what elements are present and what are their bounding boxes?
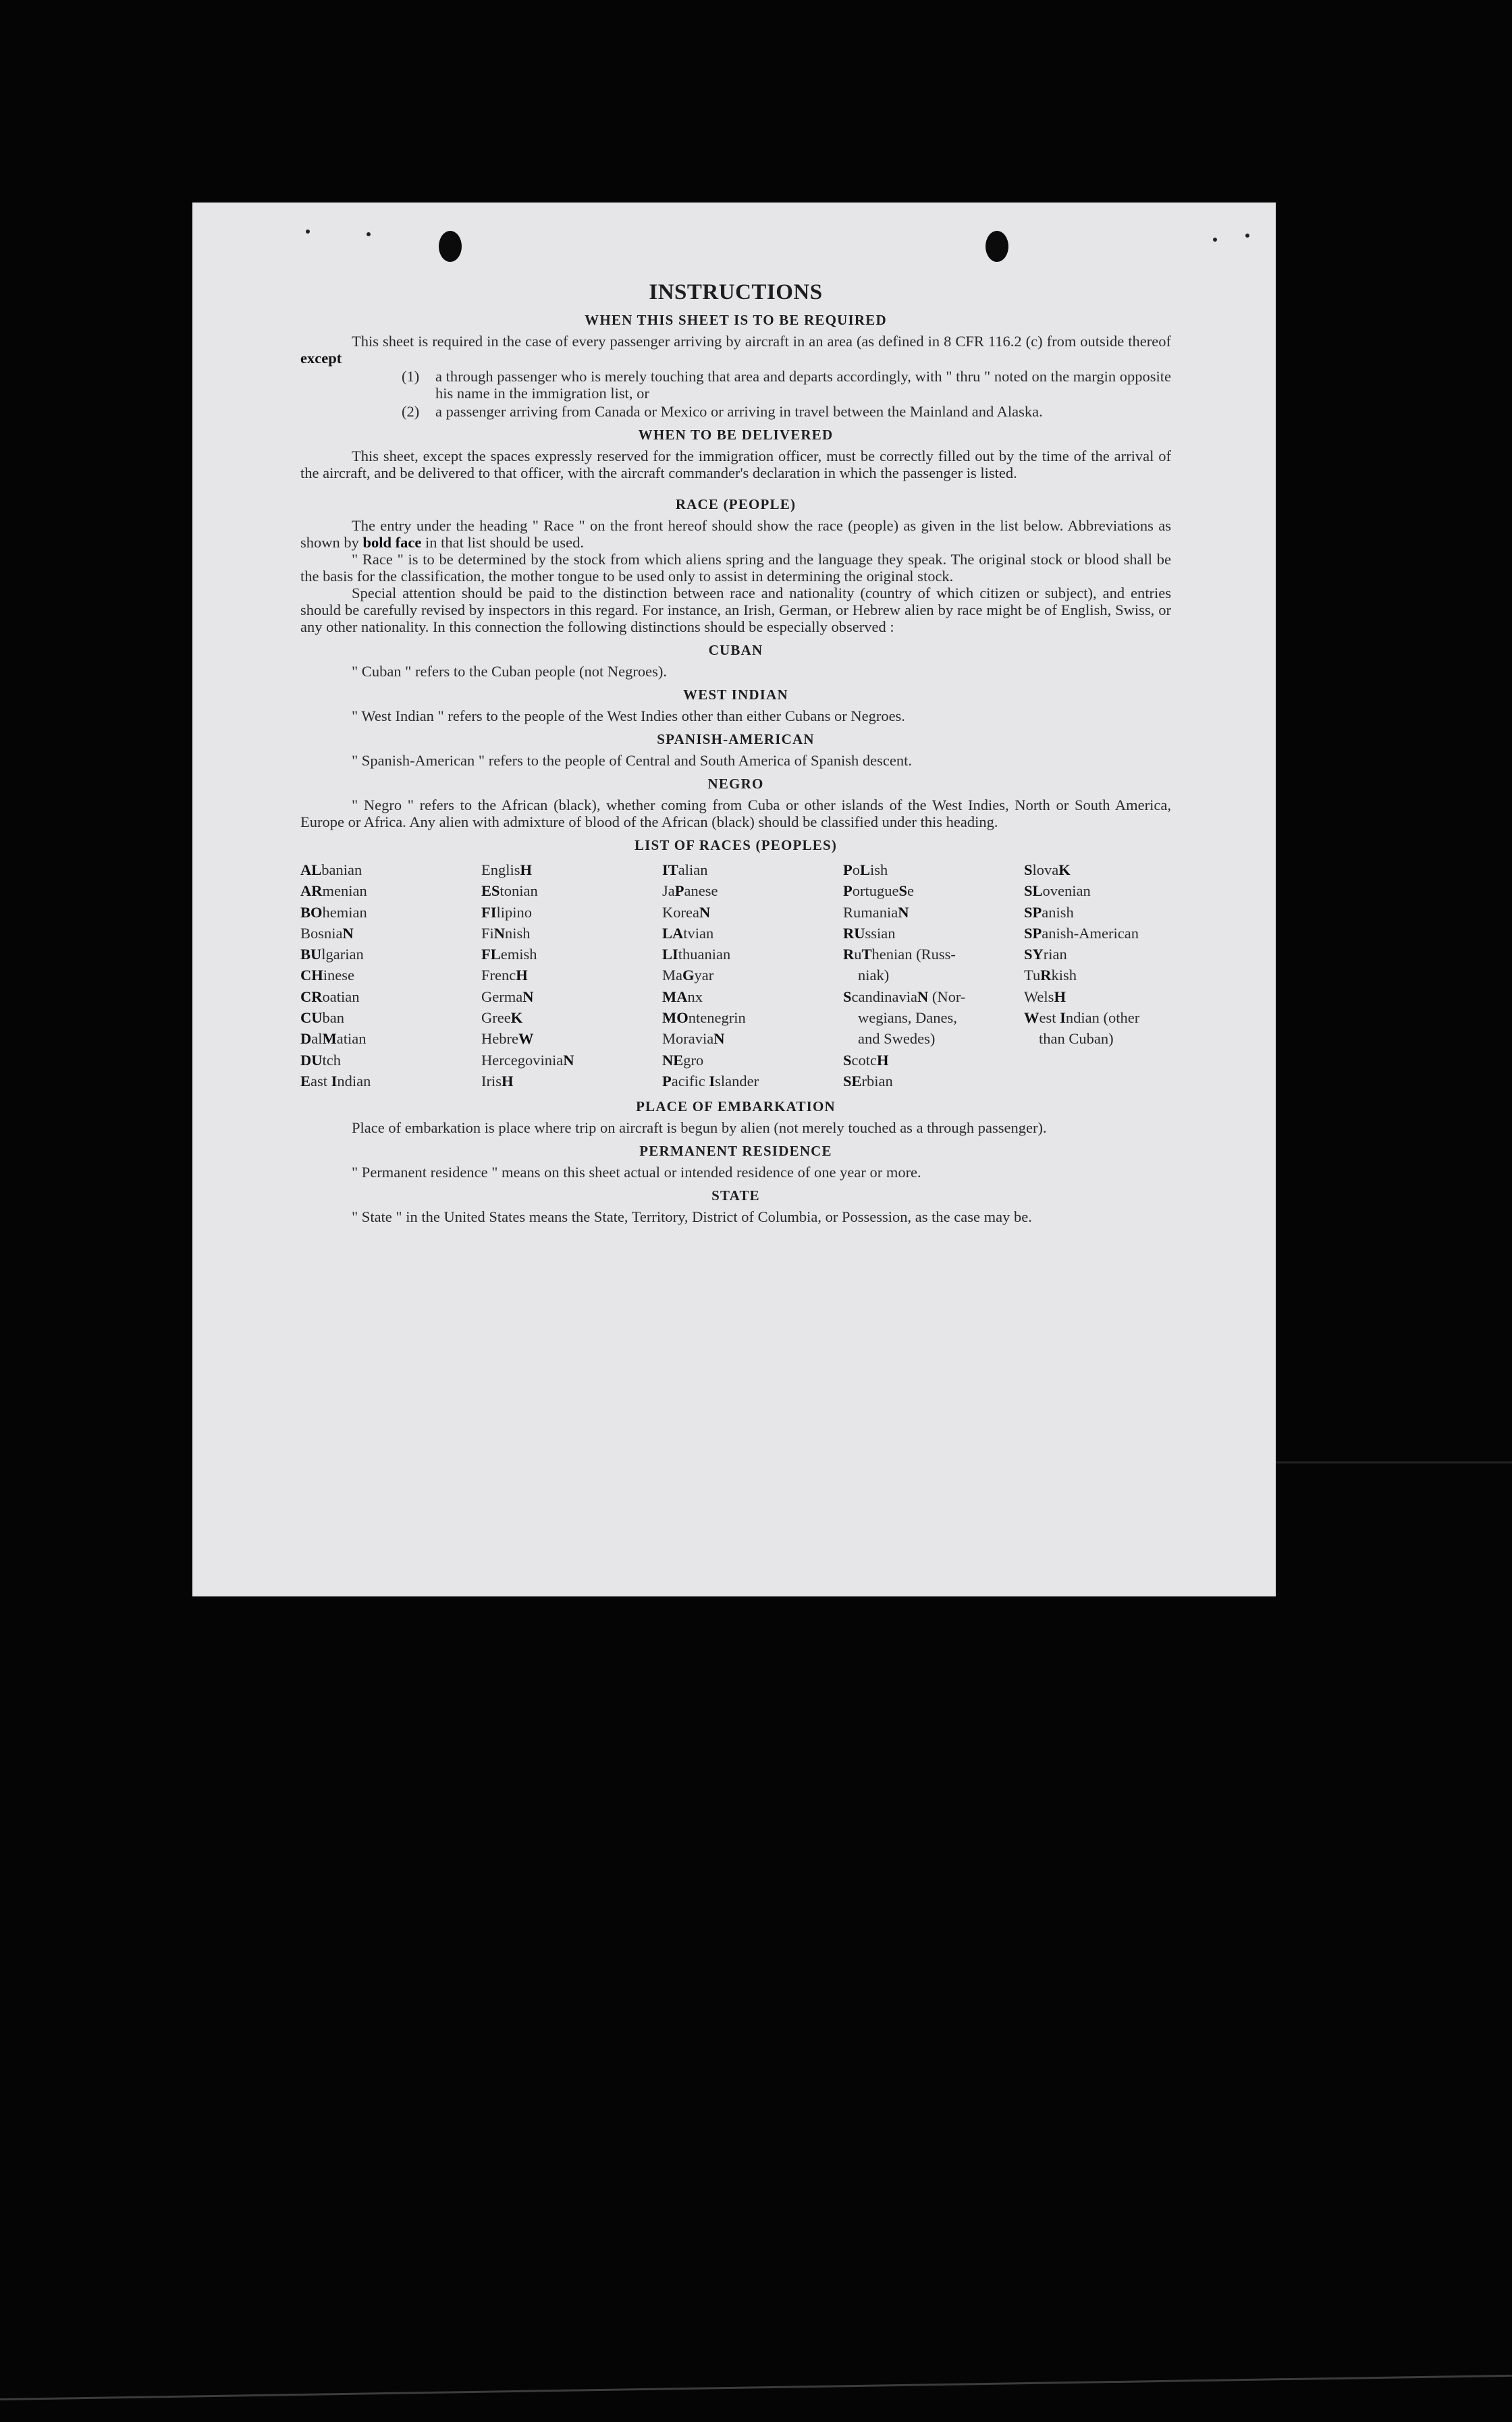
race-entry: SLovenian: [1024, 882, 1091, 900]
race-entry: BosniaN: [300, 924, 354, 942]
section-heading: PERMANENT RESIDENCE: [639, 1143, 832, 1160]
race-entry: niak): [858, 967, 890, 984]
races-column: [1024, 859, 1186, 1092]
race-entry: MAnx: [662, 988, 703, 1005]
speck: [1213, 238, 1217, 242]
race-entry: FLemish: [481, 946, 537, 963]
race-entry: NEgro: [662, 1051, 704, 1069]
paragraph: Place of embarkation is place where trip on aircraft is begun by alien (not merely touched as a through passenger).: [352, 1119, 1047, 1137]
race-entry: RuThenian (Russ-: [843, 946, 956, 963]
paragraph: " Cuban " refers to the Cuban people (not Negroes).: [352, 663, 667, 680]
paragraph: Special attention should be paid to the distinction between race and nationality (country of which citizen or subject), and entries should be carefully revised by inspectors in this regard. For instance, an Irish, German, or Hebrew alien by race might be of English, Swiss, or any other nationality. In this connection the following distinctions should be especially observed :: [300, 585, 1171, 635]
race-entry: BOhemian: [300, 903, 367, 921]
race-entry: EnglisH: [481, 861, 533, 878]
scan-artifact-line: [1276, 1461, 1512, 1463]
race-entry: EStonian: [481, 882, 538, 900]
paragraph: The entry under the heading " Race " on the front hereof should show the race (people) as given in the list below. Abbreviations as shown by bold face in that list should be used.: [300, 517, 1171, 551]
race-entry: SPanish: [1024, 903, 1074, 921]
race-entry: SPanish-American: [1024, 924, 1139, 942]
speck: [367, 232, 371, 236]
race-entry: MOntenegrin: [662, 1009, 746, 1027]
race-entry: WelsH: [1024, 988, 1066, 1005]
races-list: [300, 859, 1171, 1092]
race-entry: SErbian: [843, 1072, 893, 1089]
race-entry: ScotcH: [843, 1051, 889, 1069]
page-title: INSTRUCTIONS: [649, 280, 823, 304]
speck: [1245, 234, 1249, 238]
race-entry: IrisH: [481, 1072, 514, 1089]
race-entry: LAtvian: [662, 924, 714, 942]
race-entry: FrencH: [481, 967, 528, 984]
race-entry: than Cuban): [1039, 1030, 1114, 1048]
section-heading: PLACE OF EMBARKATION: [636, 1098, 836, 1115]
race-entry: DUtch: [300, 1051, 341, 1069]
paragraph: " Negro " refers to the African (black), whether coming from Cuba or other islands of the West Indies, North or South America, Europe or Africa. Any alien with admixture of blood of the African (black) should be classified under this heading.: [300, 797, 1171, 830]
race-entry: GermaN: [481, 988, 534, 1005]
race-entry: KoreaN: [662, 903, 711, 921]
scan-artifact-line: [0, 2375, 1512, 2400]
paragraph: " Spanish-American " refers to the people of Central and South America of Spanish descent.: [352, 752, 913, 769]
list-item: (2) a passenger arriving from Canada or Mexico or arriving in travel between the Mainland and Alaska.: [402, 403, 1043, 420]
race-entry: TuRkish: [1024, 967, 1077, 984]
race-entry: FIlipino: [481, 903, 533, 921]
section-heading: WHEN THIS SHEET IS TO BE REQUIRED: [585, 312, 887, 328]
race-entry: ScandinaviaN (Nor-: [843, 988, 966, 1005]
speck: [306, 230, 310, 234]
section-heading: NEGRO: [707, 776, 764, 792]
paragraph: " Permanent residence " means on this sheet actual or intended residence of one year or more.: [352, 1164, 921, 1181]
section-heading: STATE: [711, 1187, 760, 1204]
race-entry: wegians, Danes,: [858, 1009, 957, 1027]
section-heading: RACE (PEOPLE): [675, 496, 796, 512]
race-entry: ARmenian: [300, 882, 367, 900]
list-item: (1) a through passenger who is merely touching that area and departs accordingly, with " thru " noted on the margin opposite his name in the immigration list, or: [402, 368, 1171, 402]
race-entry: CUban: [300, 1009, 344, 1027]
paragraph: This sheet is required in the case of every passenger arriving by aircraft in an area (as defined in 8 CFR 116.2 (c) from outside thereof except: [300, 333, 1171, 367]
races-column: [300, 859, 481, 1092]
race-entry: ALbanian: [300, 861, 362, 878]
race-entry: East Indian: [300, 1072, 371, 1089]
race-entry: and Swedes): [858, 1030, 936, 1048]
paragraph: " West Indian " refers to the people of the West Indies other than either Cubans or Negroes.: [352, 707, 905, 724]
race-entry: SlovaK: [1024, 861, 1071, 878]
race-entry: GreeK: [481, 1009, 523, 1027]
instruction-sheet: [192, 203, 1276, 1596]
race-entry: West Indian (other: [1024, 1009, 1140, 1027]
race-entry: CRoatian: [300, 988, 360, 1005]
race-entry: SYrian: [1024, 946, 1067, 963]
race-entry: MoraviaN: [662, 1030, 725, 1048]
race-entry: HebreW: [481, 1030, 534, 1048]
punch-hole: [439, 231, 462, 262]
races-column: [481, 859, 662, 1092]
race-entry: CHinese: [300, 967, 354, 984]
paragraph: This sheet, except the spaces expressly reserved for the immigration officer, must be correctly filled out by the time of the arrival of the aircraft, and be delivered to that officer, with the aircraft commander's declaration in which the passenger is listed.: [300, 448, 1171, 481]
race-entry: PortugueSe: [843, 882, 914, 900]
races-column: [843, 859, 1024, 1092]
punch-hole: [986, 231, 1008, 262]
race-entry: PoLish: [843, 861, 888, 878]
race-entry: HercegoviniaN: [481, 1051, 574, 1069]
race-entry: RUssian: [843, 924, 896, 942]
race-entry: DalMatian: [300, 1030, 367, 1048]
race-entry: LIthuanian: [662, 946, 731, 963]
race-entry: MaGyar: [662, 967, 714, 984]
section-heading: WHEN TO BE DELIVERED: [638, 427, 834, 443]
race-entry: Pacific Islander: [662, 1072, 759, 1089]
section-heading: CUBAN: [708, 642, 763, 658]
paragraph: " State " in the United States means the State, Territory, District of Columbia, or Possession, as the case may be.: [352, 1208, 1032, 1226]
race-entry: ITalian: [662, 861, 708, 878]
paragraph: " Race " is to be determined by the stock from which aliens spring and the language they speak. The original stock or blood shall be the basis for the classification, the mother tongue to be used only to assist in determining the original stock.: [300, 551, 1171, 585]
race-entry: BUlgarian: [300, 946, 364, 963]
race-entry: FiNnish: [481, 924, 531, 942]
race-entry: JaPanese: [662, 882, 718, 900]
race-entry: RumaniaN: [843, 903, 909, 921]
section-heading: WEST INDIAN: [683, 687, 788, 703]
section-heading: LIST OF RACES (PEOPLES): [634, 837, 838, 853]
section-heading: SPANISH-AMERICAN: [657, 731, 815, 747]
races-column: [662, 859, 843, 1092]
